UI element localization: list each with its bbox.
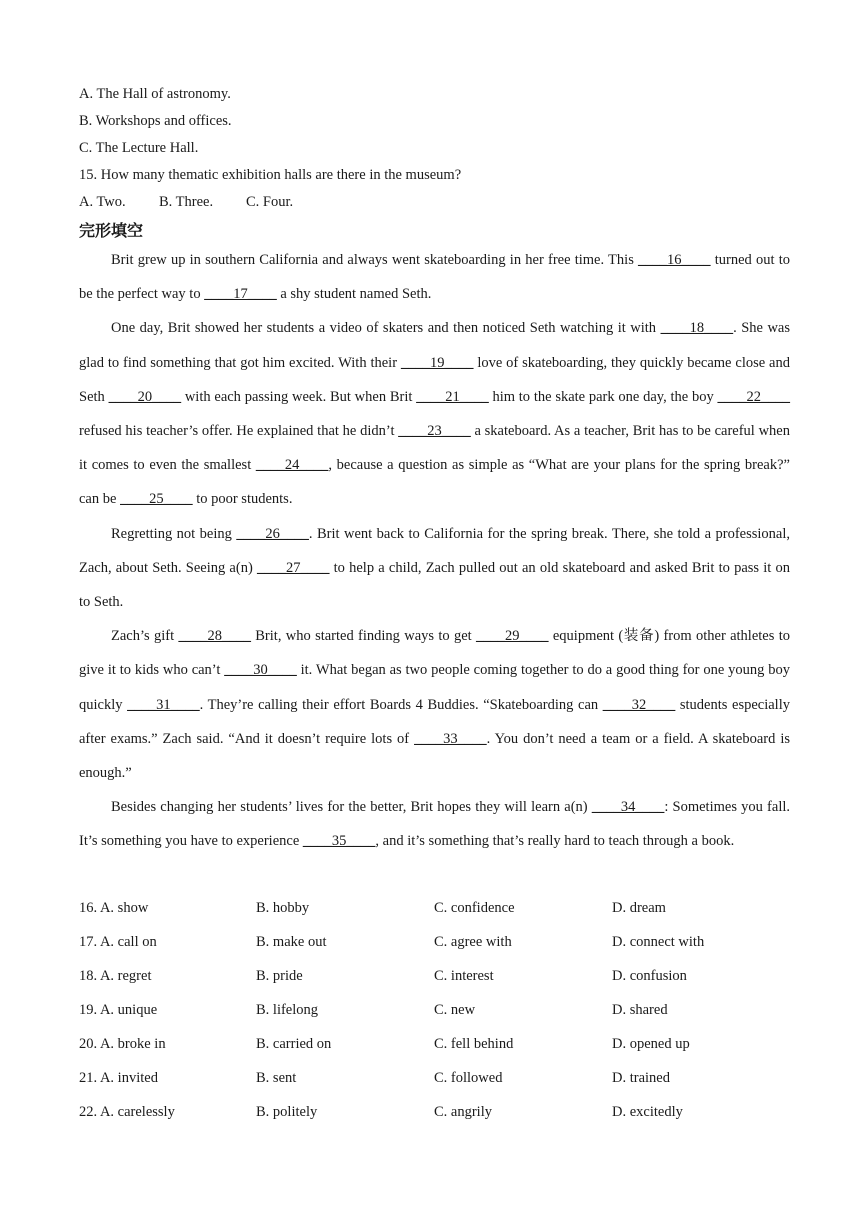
passage-text: , because a question as simple as “What are your plans for the spring break?” can be <box>79 457 790 508</box>
passage-text: a shy student named Seth. <box>276 286 432 303</box>
choice-row <box>79 1102 790 1122</box>
blank: ____33____ <box>414 730 487 747</box>
choice-row <box>79 898 790 918</box>
passage-paragraph <box>79 790 790 858</box>
passage-text: , and it’s something that’s really hard to teach through a book. <box>375 833 735 850</box>
choice-option: 21. A. invited <box>79 1070 158 1086</box>
passage-text: . Brit went back to California for the spring break. There, she told a professional, Zach, about Seth. Seeing a(n) <box>79 525 790 576</box>
passage-text: One day, Brit showed her students a video of skaters and then noticed Seth watching it with <box>111 320 661 337</box>
passage-text: him to the skate park one day, the boy <box>488 388 718 405</box>
passage-text: Regretting not being <box>111 525 237 542</box>
passage-paragraph <box>79 517 790 620</box>
choice-option: C. confidence <box>434 900 515 916</box>
choice-row <box>79 1034 790 1054</box>
choice-option: 16. A. show <box>79 900 149 916</box>
passage-text: refused his teacher’s offer. He explained that he didn’t <box>79 423 399 440</box>
choice-row <box>79 966 790 986</box>
blank: ____32____ <box>602 696 676 713</box>
choice-option: B. carried on <box>256 1036 332 1052</box>
passage-text: . They’re calling their effort Boards 4 Buddies. “Skateboarding can <box>199 696 603 713</box>
option-line: A. The Hall of astronomy. <box>79 86 231 102</box>
choice-row <box>79 1000 790 1020</box>
blank: ____18____ <box>660 320 734 337</box>
choice-option: 20. A. broke in <box>79 1036 166 1052</box>
blank: ____29____ <box>476 628 549 645</box>
passage-text: Brit grew up in southern California and always went skateboarding in her free time. This <box>111 252 639 268</box>
choice-option: B. hobby <box>256 900 310 916</box>
choice-option: D. shared <box>612 1002 668 1018</box>
choice-option: B. make out <box>256 934 327 950</box>
passage-text: . She was glad to find something that got him excited. With their <box>79 320 790 371</box>
blank: ____35____ <box>302 833 376 850</box>
option-line: B. Workshops and offices. <box>79 113 232 129</box>
blank: ____25____ <box>120 491 193 508</box>
blank: ____16____ <box>638 252 711 268</box>
blank: ____19____ <box>400 354 474 371</box>
passage-text: it. What began as two people coming together to do a good thing for one young boy quickly <box>79 662 790 713</box>
cloze-passage <box>79 243 790 859</box>
passage-paragraph <box>79 311 790 516</box>
blank: ____20____ <box>108 388 182 405</box>
blank: ____28____ <box>178 628 251 645</box>
passage-text: with each passing week. But when Brit <box>181 388 417 405</box>
passage-text: a skateboard. As a teacher, Brit has to be careful when it comes to even the smallest <box>79 423 790 474</box>
choice-option: C. agree with <box>434 934 512 950</box>
passage-text: : Sometimes you fall. It’s something you have to experience <box>79 799 791 850</box>
choice-option: D. dream <box>612 900 666 916</box>
passage-text: Brit, who started finding ways to get <box>250 628 477 645</box>
passage-text: students especially after exams.” Zach said. “And it doesn’t require lots of <box>79 696 790 747</box>
passage-text: to poor students. <box>192 491 293 508</box>
passage-text: . You don’t need a team or a field. A skateboard is enough.” <box>79 730 790 782</box>
question-15-options <box>79 192 294 212</box>
blank: ____30____ <box>224 662 297 679</box>
option-line: C. The Lecture Hall. <box>79 140 199 156</box>
passage-text: Zach’s gift <box>111 628 179 645</box>
choice-option: 17. A. call on <box>79 934 157 950</box>
choice-option: 18. A. regret <box>79 968 152 984</box>
choice-option: B. pride <box>256 968 303 984</box>
passage-text: equipment (装备) from other athletes to give it to kids who can’t <box>79 628 790 679</box>
choice-option: B. lifelong <box>256 1002 319 1018</box>
choice-row <box>79 1068 790 1088</box>
blank: ____21____ <box>416 388 489 405</box>
blank: ____23____ <box>398 423 471 440</box>
choice-option: 22. A. carelessly <box>79 1104 175 1120</box>
choice-option: C. angrily <box>434 1104 492 1120</box>
blank: ____22____ <box>717 388 791 405</box>
choice-option: D. trained <box>612 1070 670 1086</box>
choice-option: C. followed <box>434 1070 503 1086</box>
question-15: 15. How many thematic exhibition halls are there in the museum? <box>79 167 462 183</box>
passage-text: love of skateboarding, they quickly became close and Seth <box>79 354 790 405</box>
q15-option-c: C. Four. <box>246 194 294 210</box>
q15-option-b: B. Three. <box>159 194 214 210</box>
choice-option: D. excitedly <box>612 1104 683 1120</box>
passage-paragraph <box>79 619 790 790</box>
choice-option: D. connect with <box>612 934 705 950</box>
choice-option: B. politely <box>256 1104 318 1120</box>
blank: ____17____ <box>204 286 277 303</box>
passage-paragraph <box>79 243 790 311</box>
choice-option: C. new <box>434 1002 476 1018</box>
blank: ____24____ <box>255 457 329 474</box>
blank: ____31____ <box>127 696 200 713</box>
choice-row <box>79 932 790 952</box>
passage-text: to help a child, Zach pulled out an old skateboard and asked Brit to pass it on to Seth. <box>79 559 791 611</box>
blank: ____34____ <box>591 799 665 816</box>
choice-option: 19. A. unique <box>79 1002 158 1018</box>
blank: ____26____ <box>236 525 309 542</box>
choice-option: C. fell behind <box>434 1036 514 1052</box>
blank: ____27____ <box>256 559 330 576</box>
choice-option: D. opened up <box>612 1036 690 1052</box>
section-heading: 完形填空 <box>79 221 144 240</box>
passage-text: turned out to be the perfect way to <box>79 252 791 303</box>
q15-option-a: A. Two. <box>79 194 126 210</box>
passage-text: Besides changing her students’ lives for the better, Brit hopes they will learn a(n) <box>111 799 592 816</box>
choice-option: B. sent <box>256 1070 297 1086</box>
choice-option: D. confusion <box>612 968 687 984</box>
choice-option: C. interest <box>434 968 494 984</box>
